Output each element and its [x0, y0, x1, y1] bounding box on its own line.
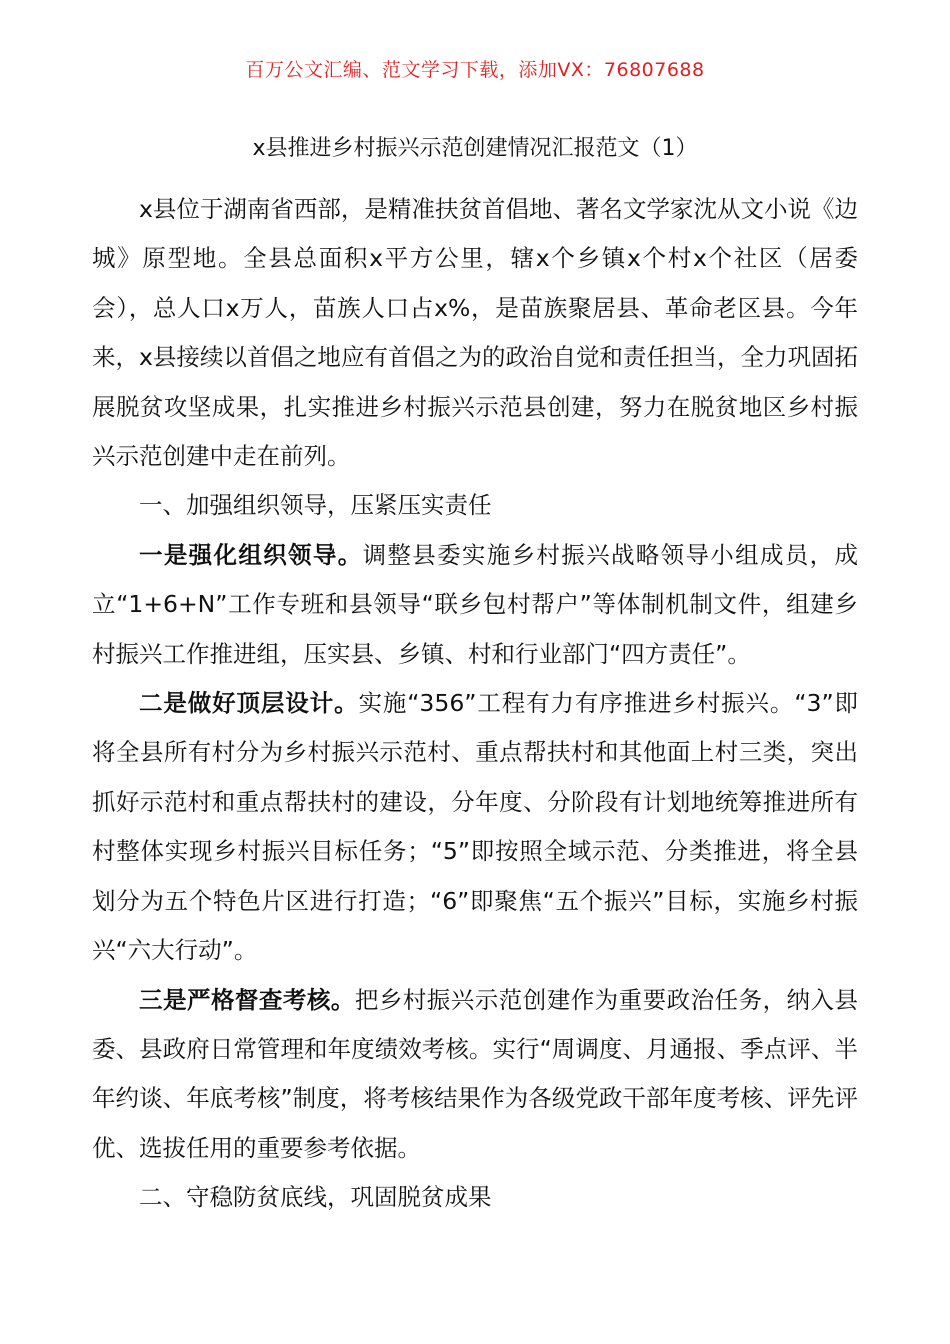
paragraph-design-lead: 二是做好顶层设计。 [139, 689, 359, 718]
paragraph-inspection [92, 976, 858, 1174]
paragraph-inspection-lead: 三是严格督查考核。 [139, 985, 355, 1014]
paragraph-organization [92, 531, 858, 679]
paragraph-organization-body: 调整县委实施乡村振兴战略领导小组成员，成立“1+6+N”工作专班和县领导“联乡包村帮户”等体制机制文件，组建乡村振兴工作推进组，压实县、乡镇、村和行业部门“四方责任”。 [92, 540, 859, 668]
document-title: x县推进乡村振兴示范创建情况汇报范文（1） [252, 136, 698, 161]
section-heading-2: 二、守稳防贫底线，巩固脱贫成果 [139, 1183, 492, 1212]
intro-paragraph: x县位于湖南省西部，是精准扶贫首倡地、著名文学家沈从文小说《边城》原型地。全县总面积x平方公里，辖x个乡镇x个村x个社区（居委会），总人口x万人，苗族人口占x%，是苗族聚居县、革命老区县。今年来，x县接续以首倡之地应有首倡之为的政治自觉和责任担当，全力巩固拓展脱贫攻坚成果，扎实推进乡村振兴示范县创建，努力在脱贫地区乡村振兴示范创建中走在前列。 [92, 195, 858, 471]
section-heading-1: 一、加强组织领导，压紧压实责任 [139, 491, 492, 520]
document-body [92, 185, 858, 1223]
header-watermark-text: 百万公文汇编、范文学习下载，添加VX：76807688 [245, 59, 705, 81]
paragraph-organization-lead: 一是强化组织领导。 [139, 540, 363, 569]
paragraph-design-body: 实施“356”工程有力有序推进乡村振兴。“3”即将全县所有村分为乡村振兴示范村、重点帮扶村和其他面上村三类，突出抓好示范村和重点帮扶村的建设，分年度、分阶段有计划地统筹推进所有村整体实现乡村振兴目标任务；“5”即按照全域示范、分类推进，将全县划分为五个特色片区进行打造；“6”即聚焦“五个振兴”目标，实施乡村振兴“六大行动”。 [92, 689, 859, 965]
paragraph-design [92, 679, 858, 975]
paragraph-inspection-body: 把乡村振兴示范创建作为重要政治任务，纳入县委、县政府日常管理和年度绩效考核。实行“周调度、月通报、季点评、半年约谈、年底考核”制度，将考核结果作为各级党政干部年度考核、评先评优、选拔任用的重要参考依据。 [92, 985, 859, 1162]
